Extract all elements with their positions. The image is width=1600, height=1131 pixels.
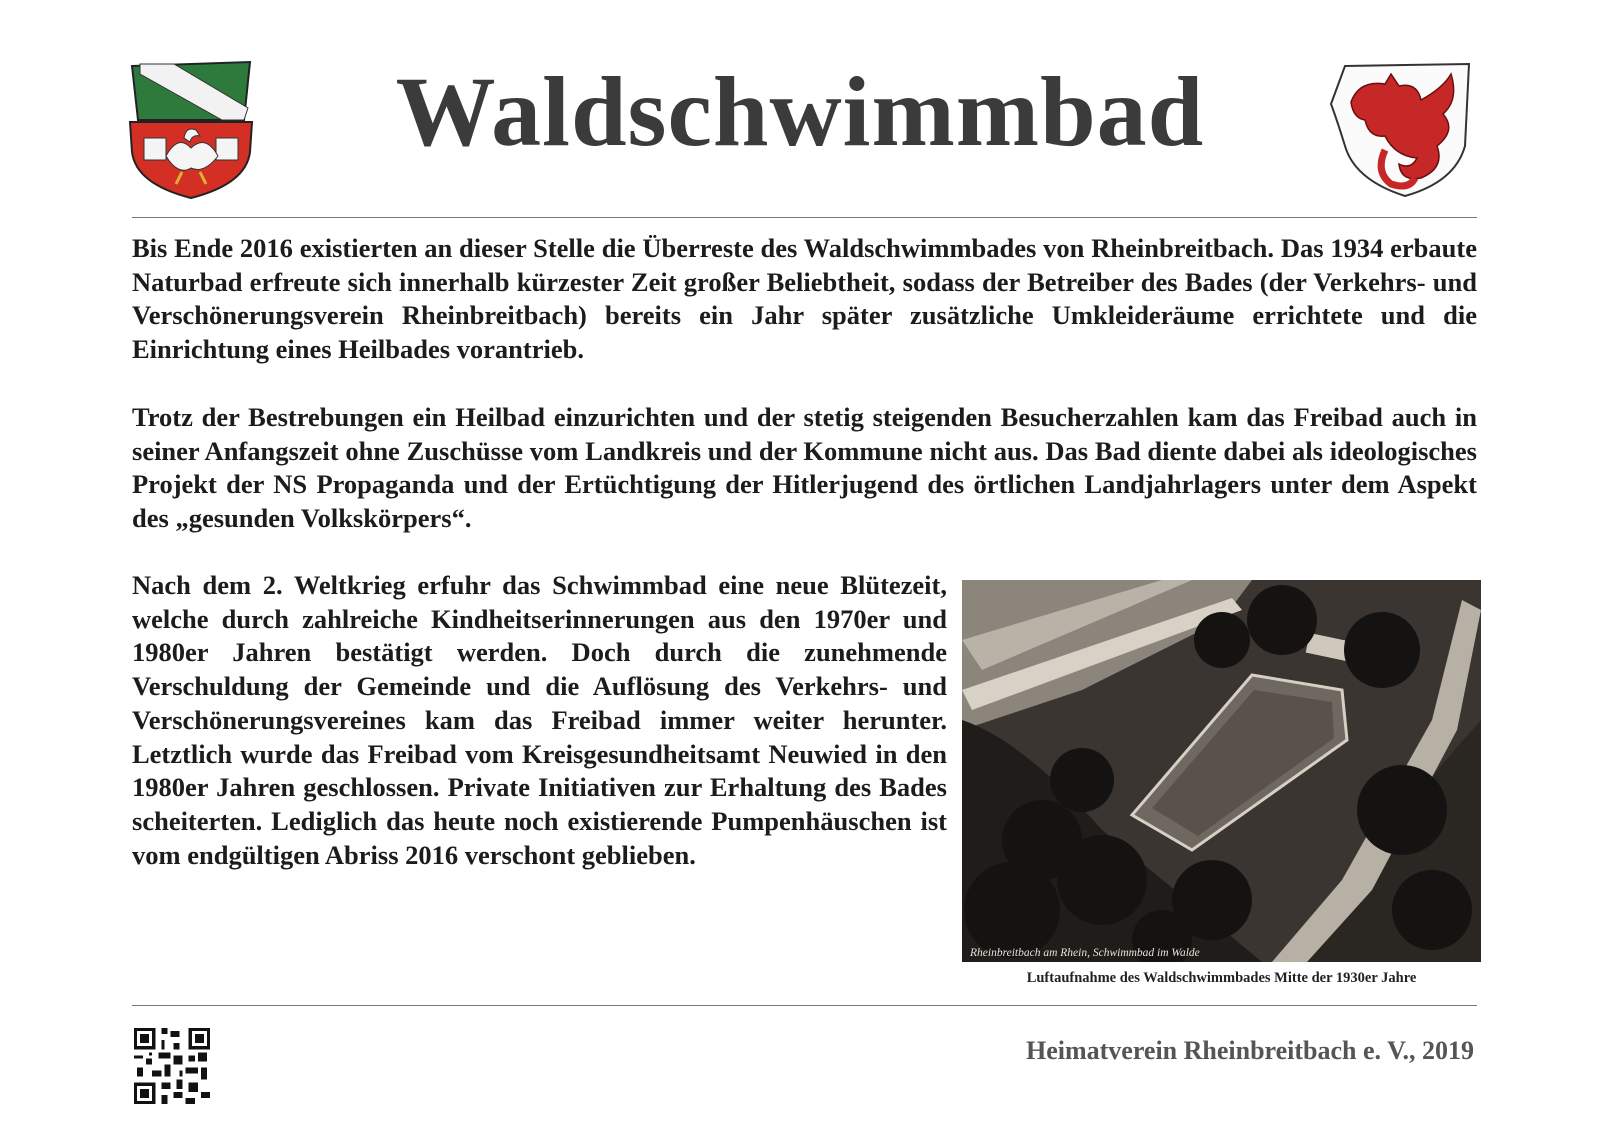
paragraph-2: Trotz der Bestrebungen ein Heilbad einzurichten und der stetig steigenden Besucherzahlen kam das Freibad auch in seiner Anfangszeit ohne Zuschüsse vom Landkreis und der Kommune nicht aus. Das Bad diente dabei als ideologisches Projekt der NS Propaganda und der Ertüchtigung der Hitlerjugend des örtlichen Landjahrlagers unter dem Aspekt des „gesunden Volkskörpers“. <box>132 402 1477 534</box>
footer-credit: Heimatverein Rheinbreitbach e. V., 2019 <box>1025 1036 1474 1065</box>
paragraph-3: Nach dem 2. Weltkrieg erfuhr das Schwimmbad eine neue Blütezeit, welche durch zahlreiche Kindheitserinnerungen aus den 1970er und 1980er Jahren bestätigt werden. Doch durch die zunehmende Verschuldung der Gemeinde und die Auflösung des Verkehrs- und Verschönerungsvereines kam das Freibad immer weiter herunter. Letztlich wurde das Freibad vom Kreisgesundheitsamt Neuwied in den 1980er Jahren geschlossen. Private Initiativen zur Erhaltung des Bades scheiterten. Lediglich das heute noch existierende Pumpenhäuschen ist vom endgültigen Abriss 2016 verschont geblieben. <box>132 570 947 870</box>
page-title: Waldschwimmbad <box>395 56 1205 167</box>
top-divider <box>132 217 1477 218</box>
photo-inscription: Rheinbreitbach am Rhein, Schwimmbad im Walde <box>970 947 1200 959</box>
photo-caption: Luftaufnahme des Waldschwimmbades Mitte der 1930er Jahre <box>1026 970 1417 986</box>
paragraph-1: Bis Ende 2016 existierten an dieser Stelle die Überreste des Waldschwimmbades von Rheinbreitbach. Das 1934 erbaute Naturbad erfreute sich innerhalb kürzester Zeit großer Beliebtheit, sodass der Betreiber des Bades (der Verkehrs- und Verschönerungsverein Rheinbreitbach) bereits ein Jahr später zusätzliche Umkleideräume errichtete und die Einrichtung eines Heilbades vorantrieb. <box>132 233 1477 365</box>
qr-code-icon[interactable] <box>132 1028 212 1104</box>
coat-of-arms-left-logo <box>126 56 256 200</box>
bottom-divider <box>132 1005 1477 1006</box>
aerial-photo <box>962 580 1481 962</box>
coat-of-arms-right-logo <box>1325 60 1475 200</box>
